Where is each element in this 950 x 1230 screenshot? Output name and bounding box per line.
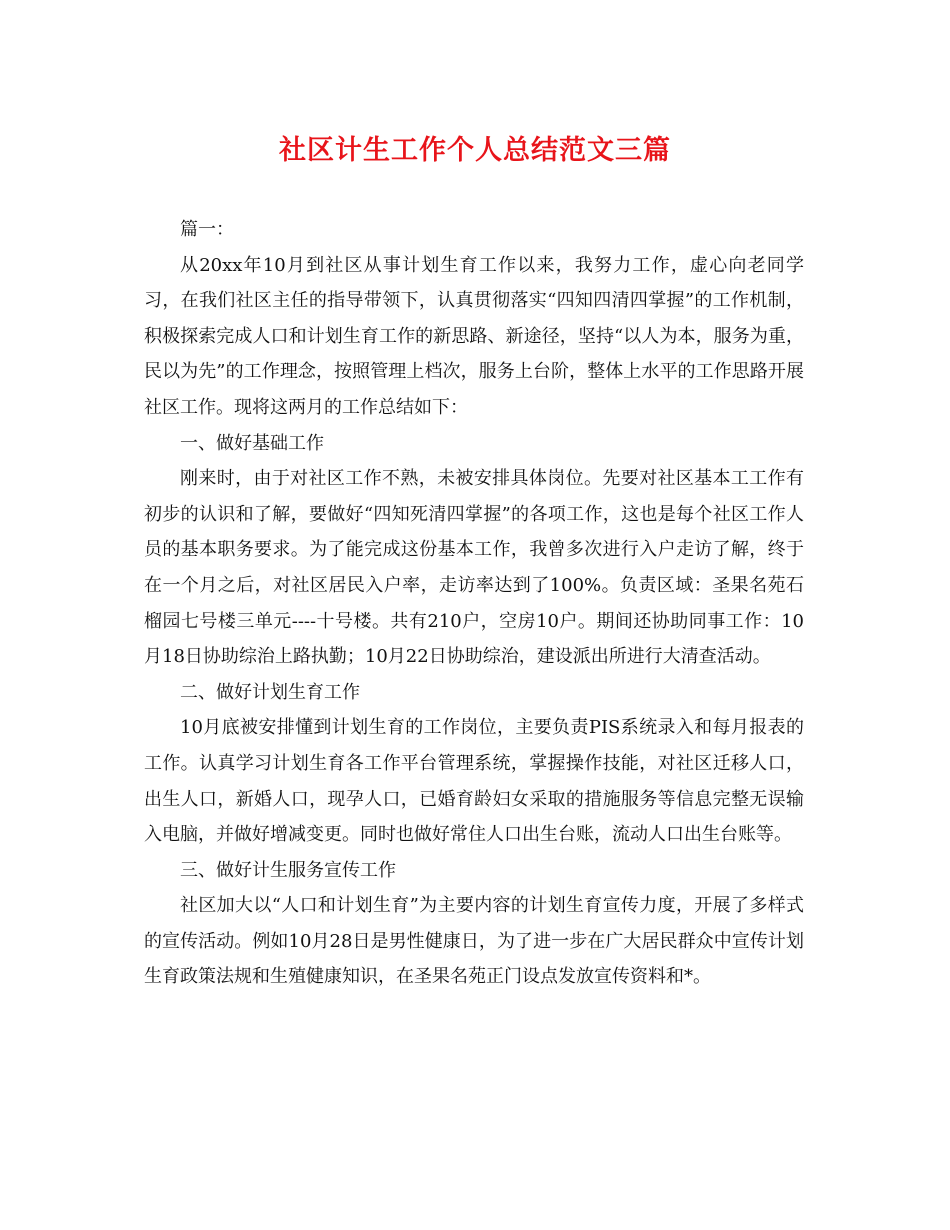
section-label-part-one: 篇一： xyxy=(180,219,234,240)
heading-basic-work: 一、做好基础工作 xyxy=(180,432,324,454)
heading-family-planning-work: 二、做好计划生育工作 xyxy=(180,681,360,703)
intro-paragraph: 从20xx年10月到社区从事计划生育工作以来，我努力工作，虚心向老同学习，在我们社区主任的指导带领下，认真贯彻落实“四知四清四掌握”的工作机制，积极探索完成人口和计划生育工作的新思路、新途径，坚持“以人为本，服务为重，民以为先”的工作理念，按照管理上档次，服务上台阶，整体上水平的工作思路开展社区工作。现将这两月的工作总结如下： xyxy=(144,254,804,418)
document-title: 社区计生工作个人总结范文三篇 xyxy=(279,135,671,166)
family-planning-paragraph: 10月底被安排懂到计划生育的工作岗位，主要负责PIS系统录入和每月报表的工作。认真学习计划生育各工作平台管理系统，掌握操作技能，对社区迁移人口，出生人口，新婚人口，现孕人口，已婚育龄妇女采取的措施服务等信息完整无误输入电脑，并做好增减变更。同时也做好常住人口出生台账，流动人口出生台账等。 xyxy=(144,717,804,846)
publicity-paragraph: 社区加大以“人口和计划生育”为主要内容的计划生育宣传力度，开展了多样式的宣传活动。例如10月28日是男性健康日，为了进一步在广大居民群众中宣传计划生育政策法规和生殖健康知识，在圣果名苑正门设点发放宣传资料和*。 xyxy=(144,895,804,988)
heading-publicity-work: 三、做好计生服务宣传工作 xyxy=(180,859,396,881)
basic-work-paragraph: 刚来时，由于对社区工作不熟，未被安排具体岗位。先要对社区基本工工作有初步的认识和了解，要做好“四知死清四掌握”的各项工作，这也是每个社区工作人员的基本职务要求。为了能完成这份基本工作，我曾多次进行入户走访了解，终于在一个月之后，对社区居民入户率，走访率达到了100%。负责区域：圣果名苑石榴园七号楼三单元----十号楼。共有210户，空房10户。期间还协助同事工作：10月18日协助综治上路执勤；10月22日协助综治，建设派出所进行大清查活动。 xyxy=(144,468,804,668)
document-body xyxy=(144,212,804,995)
